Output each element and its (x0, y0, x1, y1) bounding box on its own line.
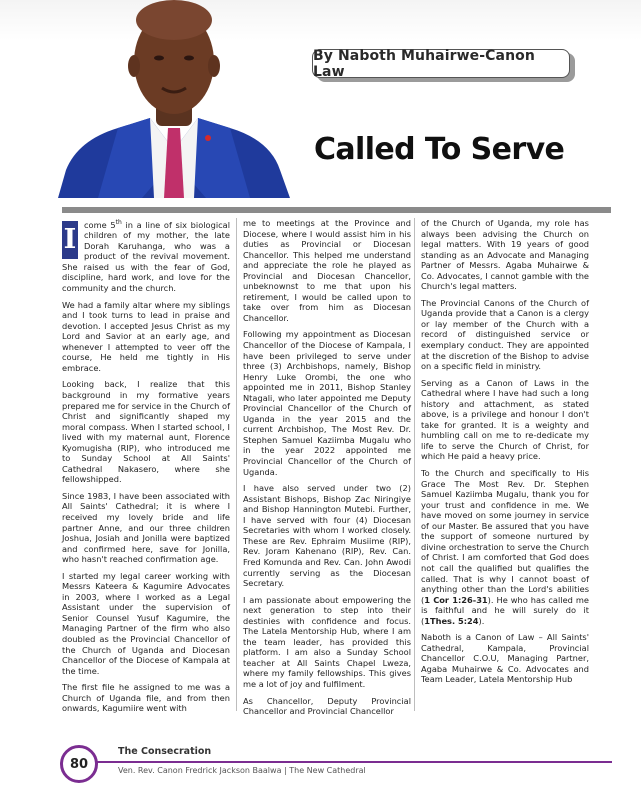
paragraph: The first file he assigned to me was a Church of Uganda file, and from then onwards, Kagumiire went with (62, 682, 230, 714)
paragraph: Looking back, I realize that this background in my formative years prepared me for service in the Church of Christ and significantly shaped my moral compass. When I started school, I lived with my maternal aunt, Florence Kyomugisha (RIP), who introduced me to Sunday School at All Saints' Cathedral Nakasero, where she fellowshipped. (62, 379, 230, 485)
paragraph: I started my legal career working with Messrs Kateera & Kagumire Advocates in 2003, where I worked as a Legal Assistant under the supervision of Senior Counsel Yusuf Kagumire, the Managing Partner of the firm who also doubled as the Provincial Chancellor of the Church of Uganda and Diocesan Chancellor of the Diocese of Kampala at the time. (62, 570, 230, 676)
paragraph: I am passionate about empowering the next generation to step into their destinies with confidence and focus. The Latela Mentorship Hub, where I am the team leader, has provided this platform. I am also a Sunday School teacher at All Saints Chapel Lweza, where my family fellowships. This gives me a lot of joy and fulfilment. (243, 594, 411, 689)
paragraph: I come 5th in a line of six biological children of my mother, the late Dorah Karuhanga, who was a product of the revival movement. She raised us with the fear of God, discipline, hard work, and love for the community and the church. (62, 219, 231, 294)
title-divider (62, 207, 611, 213)
author-bio: Naboth is a Canon of Law – All Saints' Cathedral, Kampala, Provincial Chancellor C.O.U, Managing Partner, Agaba Muhairwe & Co. Advocates and Team Leader, Latela Mentorship Hub (421, 632, 589, 685)
page-number: 80 (60, 745, 98, 783)
footer-rule (86, 761, 612, 763)
article-column-3 (421, 218, 589, 691)
footer-subtitle: Ven. Rev. Canon Fredrick Jackson Baalwa | The New Cathedral (118, 766, 366, 775)
column-divider-2 (414, 218, 415, 711)
author-portrait (58, 0, 290, 198)
article-column-2 (243, 218, 411, 723)
drop-cap: I (62, 221, 78, 259)
paragraph: me to meetings at the Province and Diocese, where I would assist him in his duties as Provincial or Diocesan Chancellor. This helped me understand and appreciate the role he played as Provincial and Diocesan Chancellor, unbeknownst to me that upon his retirement, I would be called upon to take over from him as Diocesan Chancellor. (243, 218, 411, 323)
scripture-reference: 1 Cor 1:26-31 (424, 594, 488, 605)
byline: By Naboth Muhairwe-Canon Law (312, 49, 570, 78)
paragraph: I have also served under two (2) Assistant Bishops, Bishop Zac Niringiye and Bishop Hannington Mutebi. Further, I have served with four (4) Diocesan Secretaries with whom I worked closely. These are Rev. Ephraim Musiime (RIP), Rev. Joram Kahenano (RIP), Rev. Can. Fred Komunda and Rev. Can. John Awodi currently serving as the Diocesan Secretary. (243, 483, 411, 589)
column-divider-1 (236, 218, 237, 711)
paragraph: We had a family altar where my siblings and I took turns to lead in praise and devotion. I accepted Jesus Christ as my Lord and Savior at an early age, and whenever I attempted to veer off the course, He held me tightly in His embrace. (62, 299, 230, 373)
paragraph: Following my appointment as Diocesan Chancellor of the Diocese of Kampala, I have been privileged to serve under three (3) Archbishops, namely, Bishop Henry Luke Orombi, the one who appointed me in 2011, Bishop Stanley Ntagali, who later appointed me Deputy Provincial Chancellor of the Church of Uganda in the year 2015 and the current Archbishop, The Most Rev. Dr. Stephen Samuel Kaziimba Mugalu who in the year 2022 appointed me Provincial Chancellor of the Church of Uganda. (243, 329, 411, 477)
paragraph: of the Church of Uganda, my role has always been advising the Church on legal matters. With 19 years of good standing as an Advocate and Managing Partner of Messrs. Agaba Muhairwe & Co. Advocates, I cannot gamble with the Church's legal matters. (421, 218, 589, 292)
paragraph: As Chancellor, Deputy Provincial Chancellor and Provincial Chancellor (243, 695, 411, 717)
article-title: Called To Serve (314, 132, 565, 167)
footer-publication: The Consecration (118, 746, 212, 757)
paragraph: To the Church and specifically to His Grace The Most Rev. Dr. Stephen Samuel Kaziimba Mugalu, thank you for your trust and confidence in me. We have moved on some journey in service of our Master. Be assured that you have the support of someone nurtured by divine orchestration to serve the Church of Christ. I am comforted that God does not call the qualified but qualifies the called. That is why I cannot boast of anything other than the Lord's abilities (1 Cor 1:26-31). He who has called me is faithful and he will surely do it (1Thes. 5:24). (421, 468, 589, 626)
scripture-reference: 1Thes. 5:24 (424, 615, 479, 626)
paragraph: Since 1983, I have been associated with All Saints' Cathedral; it is where I received my lovely bride and life partner Anne, and our three children Joshua, Josiah and Jonilla were baptized and confirmed here, save for Jonilla, who hasn't reached confirmation age. (62, 490, 230, 565)
paragraph: Serving as a Canon of Laws in the Cathedral where I have had such a long history and attachment, as stated above, is a privilege and honour I don't take for granted. It is a weighty and humbling call on me to re-dedicate my life to serve the Church of Christ, for which He paid a heavy price. (421, 377, 589, 462)
article-column-1 (62, 218, 230, 720)
paragraph: The Provincial Canons of the Church of Uganda provide that a Canon is a clergy or lay member of the Church with a record of distinguished service or exemplary conduct. They are appointed at the discretion of the Bishop to advise on a specific field in ministry. (421, 297, 589, 372)
